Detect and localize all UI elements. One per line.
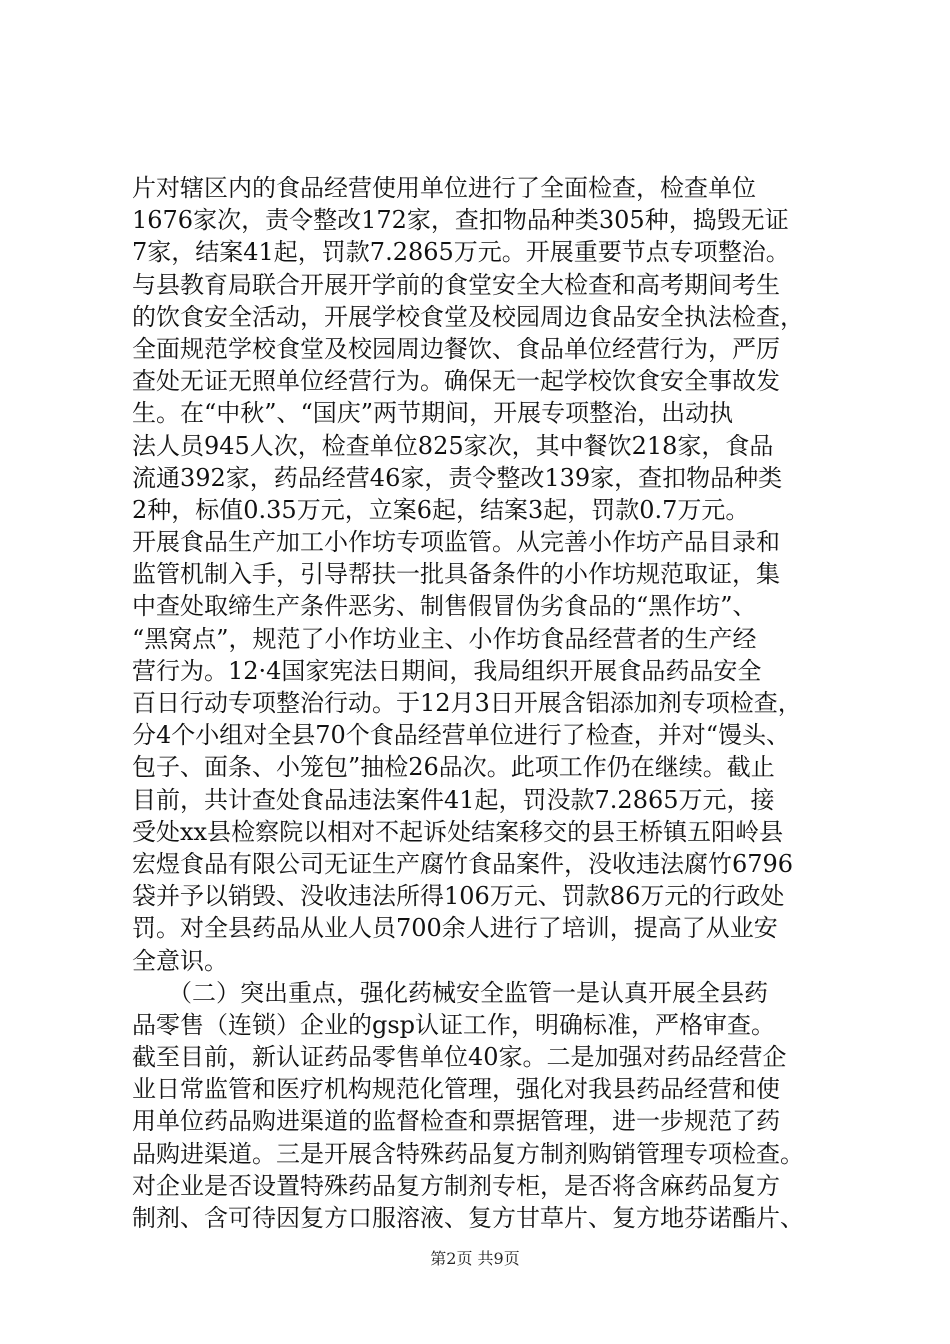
text-line: 截至目前，新认证药品零售单位40家。二是加强对药品经营企 bbox=[132, 1043, 787, 1072]
text-line: 片对辖区内的食品经营使用单位进行了全面检查，检查单位 bbox=[132, 174, 756, 202]
text-line: 开展食品生产加工小作坊专项监管。从完善小作坊产品目录和 bbox=[132, 528, 780, 557]
text-line: 对企业是否设置特殊药品复方制剂专柜，是否将含麻药品复方 bbox=[132, 1171, 780, 1200]
text-line: 业日常监管和医疗机构规范化管理，强化对我县药品经营和使 bbox=[132, 1075, 780, 1104]
text-line: 的饮食安全活动，开展学校食堂及校园周边食品安全执法检查， bbox=[132, 302, 804, 331]
text-line: 流通392家，药品经营46家，责令整改139家，查扣物品种类 bbox=[132, 463, 783, 492]
text-line: 查处无证无照单位经营行为。确保无一起学校饮食安全事故发 bbox=[132, 367, 780, 396]
text-line: 2种，标值0.35万元，立案6起，结案3起，罚款0.7万元。 bbox=[132, 495, 750, 524]
text-line: 生。在“中秋”、“国庆”两节期间，开展专项整治，出动执 bbox=[132, 399, 734, 428]
text-line: 与县教育局联合开展开学前的食堂安全大检查和高考期间考生 bbox=[132, 270, 780, 299]
text-line: 用单位药品购进渠道的监督检查和票据管理，进一步规范了药 bbox=[132, 1107, 780, 1136]
text-line: 营行为。12·4国家宪法日期间，我局组织开展食品药品安全 bbox=[132, 656, 762, 685]
text-line: 中查处取缔生产条件恶劣、制售假冒伪劣食品的“黑作坊”、 bbox=[132, 592, 757, 621]
text-line: 品购进渠道。三是开展含特殊药品复方制剂购销管理专项检查。 bbox=[132, 1139, 804, 1168]
body-text bbox=[132, 172, 832, 1234]
text-line: 百日行动专项整治行动。于12月3日开展含铝添加剂专项检查， bbox=[132, 689, 802, 717]
text-line: 罚。对全县药品从业人员700余人进行了培训，提高了从业安 bbox=[132, 914, 778, 943]
text-line: 7家，结案41起，罚款7.2865万元。开展重要节点专项整治。 bbox=[132, 238, 790, 267]
text-line: 目前，共计查处食品违法案件41起，罚没款7.2865万元，接 bbox=[132, 785, 775, 814]
text-line: 品零售（连锁）企业的gsp认证工作，明确标准，严格审查。 bbox=[132, 1010, 776, 1039]
text-line: 袋并予以销毁、没收违法所得106万元、罚款86万元的行政处 bbox=[132, 882, 785, 911]
text-line: “黑窝点”，规范了小作坊业主、小作坊食品经营者的生产经 bbox=[132, 624, 757, 653]
text-line: 全意识。 bbox=[132, 946, 228, 975]
text-line: 宏煜食品有限公司无证生产腐竹食品案件，没收违法腐竹6796 bbox=[132, 849, 794, 878]
text-line: 受处xx县检察院以相对不起诉处结案移交的县王桥镇五阳岭县 bbox=[132, 817, 784, 846]
text-line: 分4个小组对全县70个食品经营单位进行了检查，并对“馒头、 bbox=[132, 721, 791, 750]
text-line: （二）突出重点，强化药械安全监管一是认真开展全县药 bbox=[132, 978, 768, 1007]
page-footer: 第2页 共9页 bbox=[430, 1249, 520, 1268]
text-line: 包子、面条、小笼包”抽检26品次。此项工作仍在继续。截止 bbox=[132, 753, 775, 782]
text-line: 法人员945人次，检查单位825家次，其中餐饮218家，食品 bbox=[132, 431, 774, 460]
text-line: 1676家次，责令整改172家，查扣物品种类305种，捣毁无证 bbox=[132, 206, 789, 235]
text-line: 全面规范学校食堂及校园周边餐饮、食品单位经营行为，严厉 bbox=[132, 334, 780, 363]
text-line: 制剂、含可待因复方口服溶液、复方甘草片、复方地芬诺酯片、 bbox=[132, 1204, 804, 1232]
text-line: 监管机制入手，引导帮扶一批具备条件的小作坊规范取证，集 bbox=[132, 560, 780, 589]
